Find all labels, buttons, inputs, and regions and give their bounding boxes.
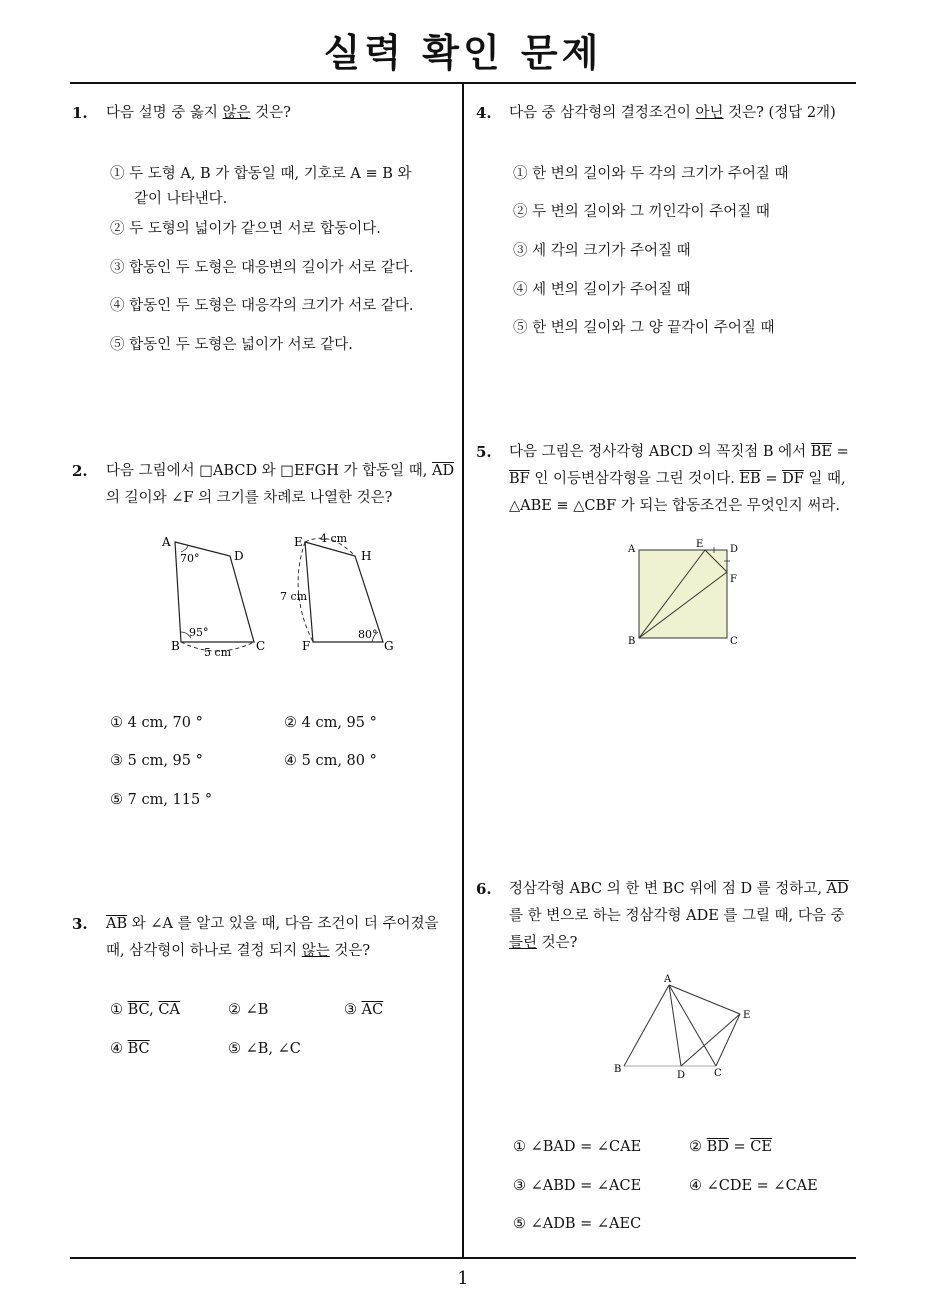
label-C: C xyxy=(730,636,738,647)
triangle-figure xyxy=(608,972,758,1082)
option-5[interactable]: ⑤ 합동인 두 도형은 넓이가 서로 같다. xyxy=(110,337,353,353)
label-B: B xyxy=(628,636,636,647)
option-1[interactable]: ① 4 cm, 70 ° xyxy=(110,715,203,731)
label-D: D xyxy=(234,549,244,563)
length-EF-label: 7 cm xyxy=(280,590,308,603)
label-B: B xyxy=(171,639,180,653)
question-text: $\overline{AB}$ 와 ∠A 를 알고 있을 때, 다음 조건이 더 주어졌을 때, 삼각형이 하나로 결정 되지 않는 것은? xyxy=(106,916,439,959)
option-5[interactable]: ⑤ 한 변의 길이와 그 양 끝각이 주어질 때 xyxy=(513,320,775,336)
label-G: G xyxy=(384,639,394,653)
quadrilateral-figure xyxy=(150,528,410,663)
option-2[interactable]: ② 4 cm, 95 ° xyxy=(284,715,377,731)
column-divider xyxy=(462,82,464,1258)
option-4[interactable]: ④ ∠CDE = ∠CAE xyxy=(689,1178,818,1194)
question-number: 5. xyxy=(476,443,492,461)
angle-A-label: 70° xyxy=(180,552,200,565)
label-E: E xyxy=(743,1010,751,1021)
page-title: 실력 확인 문제 xyxy=(323,31,603,75)
option-1[interactable]: ① 두 도형 A, B 가 합동일 때, 기호로 A ≡ B 와 xyxy=(110,166,412,182)
option-1-continued: 같이 나타낸다. xyxy=(134,191,228,207)
angle-G-label: 80° xyxy=(358,628,378,641)
option-3[interactable]: ③ $\overline{AC}$ xyxy=(344,1002,384,1018)
page-number: 1 xyxy=(457,1268,469,1289)
length-BC-label: 5 cm xyxy=(204,646,232,659)
option-2[interactable]: ② ∠B xyxy=(228,1002,269,1018)
option-3[interactable]: ③ ∠ABD = ∠ACE xyxy=(513,1178,642,1194)
label-B: B xyxy=(614,1064,622,1075)
question-number: 4. xyxy=(476,104,492,122)
square-ABCD xyxy=(639,550,727,638)
label-E: E xyxy=(294,535,303,549)
question-text: 정삼각형 ABC 의 한 변 BC 위에 점 D 를 정하고, $\overline{AD}$ 를 한 변으로 하는 정삼각형 ADE 를 그릴 때, 다음 중 틀린 것은? xyxy=(509,881,849,951)
option-5[interactable]: ⑤ ∠B, ∠C xyxy=(228,1041,301,1057)
question-text: 다음 그림은 정사각형 ABCD 의 꼭짓점 B 에서 $\overline{BE}$ = $\overline{BF}$ 인 이등변삼각형을 그린 것이다. $\overline{EB} = \overline{DF}$ 일 때, △ABE ≡ △CBF 가 되는 합동조건은 무엇인지 써라. xyxy=(509,444,849,514)
option-1[interactable]: ① $\overline{BC}$, $\overline{CA}$ xyxy=(110,1002,180,1018)
label-C: C xyxy=(714,1068,722,1079)
question-text: 다음 그림에서 □ABCD 와 □EFGH 가 합동일 때, $\overline{AD}$ 의 길이와 ∠F 의 크기를 차례로 나열한 것은? xyxy=(106,463,455,506)
length-EH-label: 4 cm xyxy=(320,532,348,545)
option-5[interactable]: ⑤ 7 cm, 115 ° xyxy=(110,792,213,808)
question-text: 다음 중 삼각형의 결정조건이 아닌 것은? (정답 2개) xyxy=(509,105,836,121)
option-4[interactable]: ④ 5 cm, 80 ° xyxy=(284,753,377,769)
square-figure xyxy=(622,538,747,648)
option-5[interactable]: ⑤ ∠ADB = ∠AEC xyxy=(513,1216,642,1232)
label-F: F xyxy=(730,574,737,585)
option-4[interactable]: ④ 세 변의 길이가 주어질 때 xyxy=(513,282,691,298)
question-number: 6. xyxy=(476,880,492,898)
label-E: E xyxy=(696,539,704,550)
label-F: F xyxy=(302,639,311,653)
option-4[interactable]: ④ 합동인 두 도형은 대응각의 크기가 서로 같다. xyxy=(110,298,414,314)
label-A: A xyxy=(162,535,171,549)
option-1[interactable]: ① 한 변의 길이와 두 각의 크기가 주어질 때 xyxy=(513,166,789,182)
question-number: 2. xyxy=(72,462,88,480)
option-1[interactable]: ① ∠BAD = ∠CAE xyxy=(513,1139,642,1155)
label-D: D xyxy=(677,1070,686,1081)
option-3[interactable]: ③ 세 각의 크기가 주어질 때 xyxy=(513,243,691,259)
option-3[interactable]: ③ 5 cm, 95 ° xyxy=(110,753,203,769)
option-2[interactable]: ② 두 도형의 넓이가 같으면 서로 합동이다. xyxy=(110,221,381,237)
label-A: A xyxy=(628,544,636,555)
label-H: H xyxy=(361,549,372,563)
label-C: C xyxy=(256,639,266,653)
option-4[interactable]: ④ $\overline{BC}$ xyxy=(110,1041,150,1057)
question-number: 3. xyxy=(72,915,88,933)
label-D: D xyxy=(730,544,739,555)
label-A: A xyxy=(664,974,672,985)
option-2[interactable]: ② $\overline{BD} = \overline{CE}$ xyxy=(689,1139,772,1155)
angle-B-label: 95° xyxy=(189,626,209,639)
bottom-rule xyxy=(70,1257,856,1259)
question-number: 1. xyxy=(72,104,88,122)
option-2[interactable]: ② 두 변의 길이와 그 끼인각이 주어질 때 xyxy=(513,204,770,220)
question-text: 다음 설명 중 옳지 않은 것은? xyxy=(106,105,291,121)
option-3[interactable]: ③ 합동인 두 도형은 대응변의 길이가 서로 같다. xyxy=(110,260,414,276)
